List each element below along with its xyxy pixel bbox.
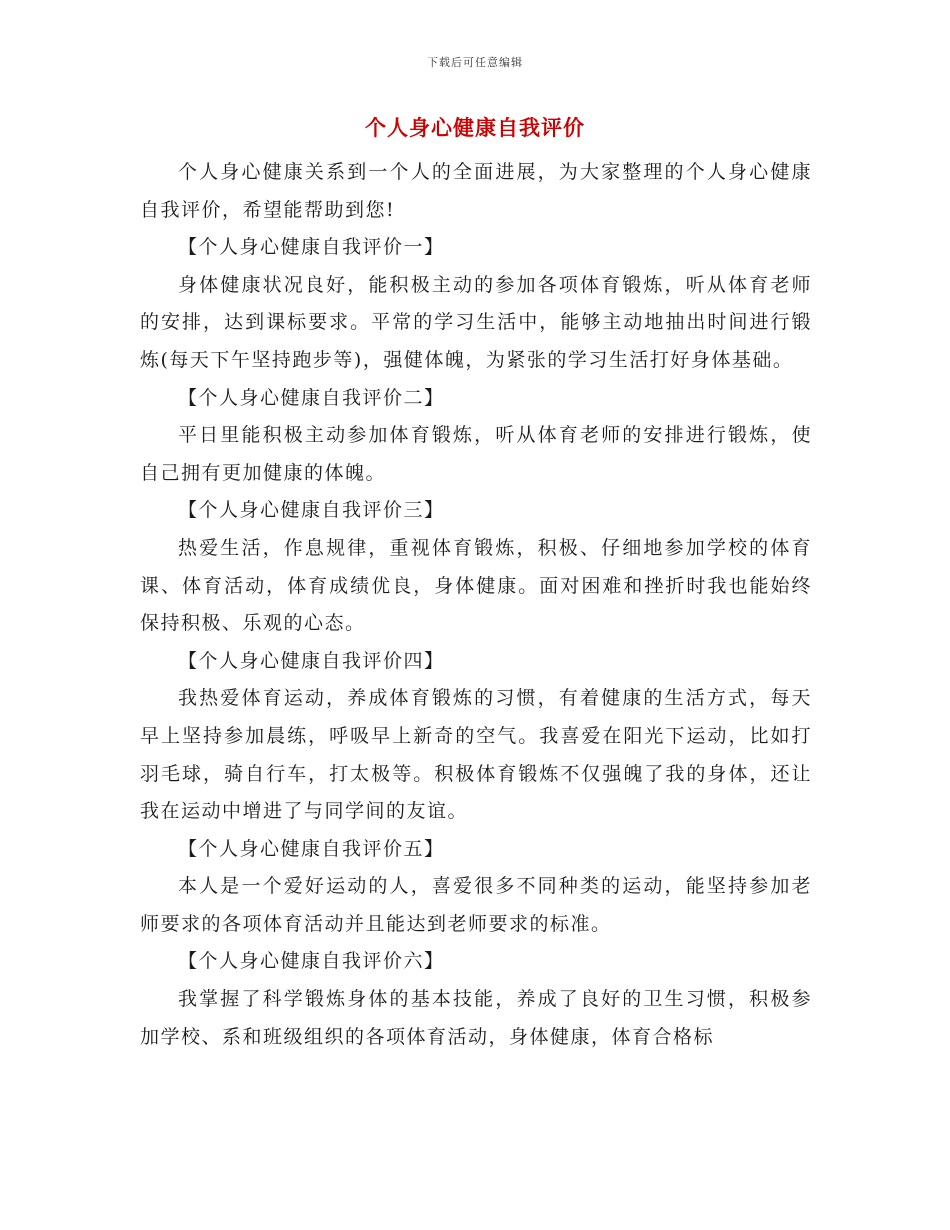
- section-paragraph-5: 本人是一个爱好运动的人，喜爱很多不同种类的运动，能坚持参加老师要求的各项体育活动并且能达到老师要求的标准。: [140, 875, 812, 935]
- section-paragraph-1: 身体健康状况良好，能积极主动的参加各项体育锻炼，听从体育老师的安排，达到课标要求。平常的学习生活中，能够主动地抽出时间进行锻炼(每天下午坚持跑步等)，强健体魄，为紧张的学习生活打好身体基础。: [140, 273, 812, 371]
- section-heading-5: 【个人身心健康自我评价五】: [178, 837, 445, 860]
- section-paragraph-2: 平日里能积极主动参加体育锻炼，听从体育老师的安排进行锻炼，使自己拥有更加健康的体魄。: [140, 424, 812, 484]
- intro-paragraph: 个人身心健康关系到一个人的全面进展，为大家整理的个人身心健康自我评价，希望能帮助到您!: [140, 161, 812, 221]
- section-paragraph-4: 我热爱体育运动，养成体育锻炼的习惯，有着健康的生活方式，每天早上坚持参加晨练，呼吸早上新奇的空气。我喜爱在阳光下运动，比如打羽毛球，骑自行车，打太极等。积极体育锻炼不仅强魄了我的身体，还让我在运动中增进了与同学间的友谊。: [140, 687, 812, 823]
- section-paragraph-6: 我掌握了科学锻炼身体的基本技能，养成了良好的卫生习惯，积极参加学校、系和班级组织的各项体育活动，身体健康，体育合格标: [140, 988, 812, 1048]
- header-note: 下载后可任意编辑: [427, 56, 523, 69]
- section-paragraph-3: 热爱生活，作息规律，重视体育锻炼，积极、仔细地参加学校的体育课、体育活动，体育成绩优良，身体健康。面对困难和挫折时我也能始终保持积极、乐观的心态。: [140, 536, 812, 635]
- section-heading-1: 【个人身心健康自我评价一】: [178, 236, 445, 259]
- section-heading-3: 【个人身心健康自我评价三】: [178, 499, 445, 522]
- document-title: 个人身心健康自我评价: [365, 115, 585, 140]
- section-heading-6: 【个人身心健康自我评价六】: [178, 950, 445, 973]
- document-body: [140, 154, 812, 1056]
- section-heading-2: 【个人身心健康自我评价二】: [178, 386, 445, 409]
- section-heading-4: 【个人身心健康自我评价四】: [178, 649, 445, 672]
